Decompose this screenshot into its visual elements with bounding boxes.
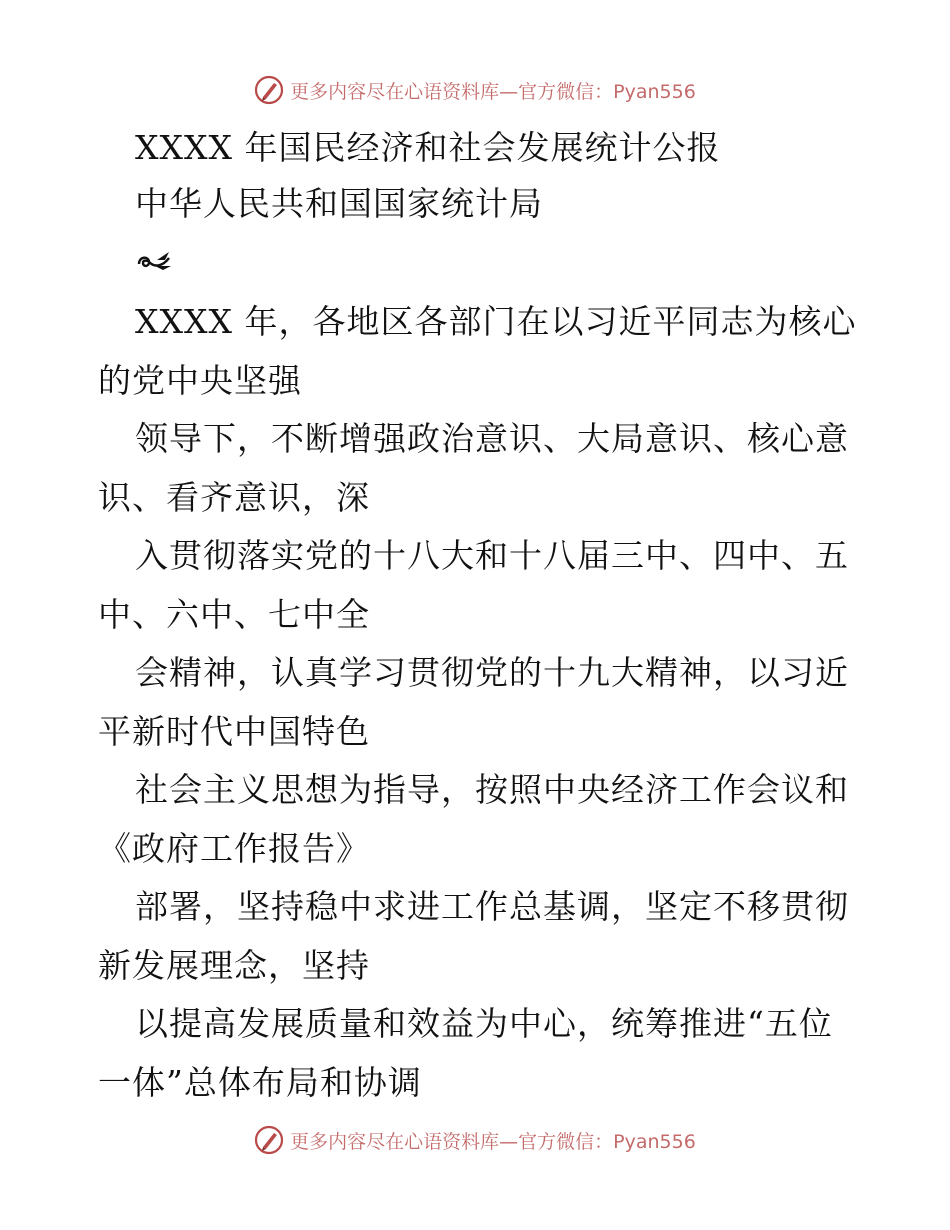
pen-logo-icon xyxy=(254,1125,284,1155)
body-line-9: 社会主义思想为指导，按照中央经济工作会议和 xyxy=(135,770,849,809)
body-line-7: 会精神，认真学习贯彻党的十九大精神，以习近 xyxy=(135,653,849,692)
fleuron-ornament-icon xyxy=(135,248,175,278)
body-line-10: 《政府工作报告》 xyxy=(98,829,370,868)
body-line-12: 新发展理念，坚持 xyxy=(98,946,370,985)
watermark-text: 更多内容尽在心语资料库—官方微信：Pyan556 xyxy=(290,80,696,103)
pen-logo-icon xyxy=(254,75,284,105)
watermark-banner-bottom xyxy=(0,1120,950,1160)
body-line-4: 识、看齐意识，深 xyxy=(98,478,370,517)
watermark-banner-top xyxy=(0,70,950,110)
body-line-6: 中、六中、七中全 xyxy=(98,595,370,634)
body-line-11: 部署，坚持稳中求进工作总基调，坚定不移贯彻 xyxy=(135,887,849,926)
watermark-text: 更多内容尽在心语资料库—官方微信：Pyan556 xyxy=(290,1130,696,1153)
body-line-3: 领导下，不断增强政治意识、大局意识、核心意 xyxy=(135,419,849,458)
body-line-13: 以提高发展质量和效益为中心，统筹推进“五位 xyxy=(135,1004,833,1043)
body-line-14: 一体”总体布局和协调 xyxy=(98,1063,422,1102)
document-issuer: 中华人民共和国国家统计局 xyxy=(135,184,543,223)
document-title: XXXX 年国民经济和社会发展统计公报 xyxy=(135,128,721,167)
body-line-5: 入贯彻落实党的十八大和十八届三中、四中、五 xyxy=(135,536,849,575)
body-line-8: 平新时代中国特色 xyxy=(98,712,370,751)
body-line-2: 的党中央坚强 xyxy=(98,361,302,400)
body-line-1: XXXX 年，各地区各部门在以习近平同志为核心 xyxy=(135,302,857,341)
